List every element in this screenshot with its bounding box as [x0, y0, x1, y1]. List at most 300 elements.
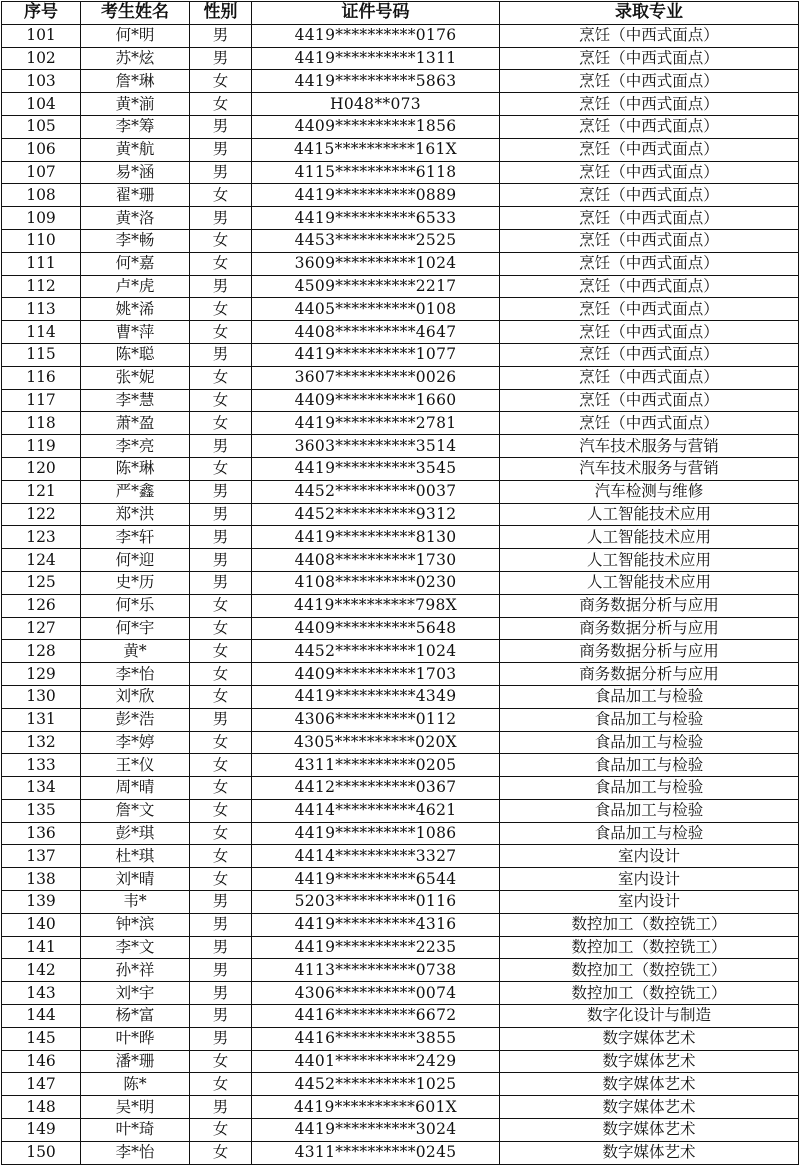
- admitted-major-cell: 数字媒体艺术: [500, 1119, 799, 1142]
- id-number-cell: 4409**********5648: [252, 617, 500, 640]
- gender-cell: 女: [190, 389, 252, 412]
- candidate-name-cell: 易*涵: [81, 161, 190, 184]
- gender-cell: 男: [190, 549, 252, 572]
- admitted-major-cell: 烹饪（中西式面点）: [500, 343, 799, 366]
- candidate-name-cell: 刘*晴: [81, 868, 190, 891]
- admitted-major-cell: 数字媒体艺术: [500, 1141, 799, 1164]
- gender-cell: 男: [190, 435, 252, 458]
- candidate-name-cell: 卢*虎: [81, 275, 190, 298]
- table-row: [2, 435, 799, 458]
- serial-number-cell: 107: [2, 161, 81, 184]
- gender-cell: 女: [190, 822, 252, 845]
- candidate-name-cell: 翟*珊: [81, 184, 190, 207]
- id-number-cell: 4306**********0112: [252, 708, 500, 731]
- table-row: [2, 754, 799, 777]
- table-row: [2, 366, 799, 389]
- gender-cell: 男: [190, 24, 252, 47]
- candidate-name-cell: 陈*琳: [81, 457, 190, 480]
- table-row: [2, 1119, 799, 1142]
- admitted-major-cell: 数字媒体艺术: [500, 1073, 799, 1096]
- candidate-name-cell: 何*乐: [81, 594, 190, 617]
- table-row: [2, 1141, 799, 1164]
- gender-cell: 女: [190, 1073, 252, 1096]
- table-row: [2, 731, 799, 754]
- admitted-major-cell: 烹饪（中西式面点）: [500, 70, 799, 93]
- candidate-name-cell: 潘*珊: [81, 1050, 190, 1073]
- id-number-cell: 4453**********2525: [252, 229, 500, 252]
- table-row: [2, 959, 799, 982]
- table-row: [2, 936, 799, 959]
- admitted-major-cell: 烹饪（中西式面点）: [500, 275, 799, 298]
- gender-cell: 女: [190, 321, 252, 344]
- admitted-major-cell: 烹饪（中西式面点）: [500, 184, 799, 207]
- table-row: [2, 777, 799, 800]
- admitted-major-cell: 人工智能技术应用: [500, 571, 799, 594]
- admitted-major-cell: 数控加工（数控铣工）: [500, 959, 799, 982]
- admitted-major-cell: 商务数据分析与应用: [500, 594, 799, 617]
- admitted-major-cell: 数控加工（数控铣工）: [500, 913, 799, 936]
- id-number-cell: 4419**********5863: [252, 70, 500, 93]
- candidate-name-cell: 苏*炫: [81, 47, 190, 70]
- id-number-cell: H048**073: [252, 93, 500, 116]
- table-row: [2, 138, 799, 161]
- table-row: [2, 617, 799, 640]
- gender-cell: 男: [190, 982, 252, 1005]
- serial-number-cell: 128: [2, 640, 81, 663]
- id-number-cell: 4108**********0230: [252, 571, 500, 594]
- gender-cell: 女: [190, 93, 252, 116]
- table-row: [2, 343, 799, 366]
- admitted-major-cell: 烹饪（中西式面点）: [500, 47, 799, 70]
- id-number-cell: 4419**********3545: [252, 457, 500, 480]
- table-row: [2, 161, 799, 184]
- candidate-name-cell: 李*怡: [81, 1141, 190, 1164]
- gender-cell: 男: [190, 913, 252, 936]
- admitted-major-cell: 食品加工与检验: [500, 777, 799, 800]
- id-number-cell: 4306**********0074: [252, 982, 500, 1005]
- gender-cell: 男: [190, 571, 252, 594]
- candidate-name-cell: 萧*盈: [81, 412, 190, 435]
- table-row: [2, 70, 799, 93]
- table-row: [2, 389, 799, 412]
- gender-cell: 女: [190, 366, 252, 389]
- table-row: [2, 298, 799, 321]
- serial-number-cell: 101: [2, 24, 81, 47]
- gender-cell: 男: [190, 1027, 252, 1050]
- candidate-name-cell: 刘*欣: [81, 685, 190, 708]
- gender-cell: 女: [190, 617, 252, 640]
- admitted-major-cell: 食品加工与检验: [500, 799, 799, 822]
- header-serial-number: 序号: [2, 2, 81, 25]
- table-row: [2, 275, 799, 298]
- candidate-name-cell: 李*婷: [81, 731, 190, 754]
- gender-cell: 女: [190, 799, 252, 822]
- admitted-major-cell: 人工智能技术应用: [500, 549, 799, 572]
- id-number-cell: 4419**********6533: [252, 207, 500, 230]
- table-row: [2, 1073, 799, 1096]
- candidate-name-cell: 李*轩: [81, 526, 190, 549]
- candidate-name-cell: 詹*琳: [81, 70, 190, 93]
- serial-number-cell: 135: [2, 799, 81, 822]
- id-number-cell: 4409**********1703: [252, 663, 500, 686]
- admitted-major-cell: 商务数据分析与应用: [500, 640, 799, 663]
- table-row: [2, 321, 799, 344]
- id-number-cell: 4414**********3327: [252, 845, 500, 868]
- table-row: [2, 47, 799, 70]
- table-row: [2, 913, 799, 936]
- candidate-name-cell: 杨*富: [81, 1005, 190, 1028]
- serial-number-cell: 112: [2, 275, 81, 298]
- admitted-major-cell: 人工智能技术应用: [500, 526, 799, 549]
- table-row: [2, 708, 799, 731]
- table-row: [2, 982, 799, 1005]
- table-row: [2, 207, 799, 230]
- gender-cell: 女: [190, 731, 252, 754]
- table-row: [2, 229, 799, 252]
- candidate-name-cell: 陈*聪: [81, 343, 190, 366]
- serial-number-cell: 148: [2, 1096, 81, 1119]
- gender-cell: 男: [190, 115, 252, 138]
- candidate-name-cell: 吴*明: [81, 1096, 190, 1119]
- serial-number-cell: 105: [2, 115, 81, 138]
- id-number-cell: 4419**********1077: [252, 343, 500, 366]
- serial-number-cell: 149: [2, 1119, 81, 1142]
- serial-number-cell: 121: [2, 480, 81, 503]
- serial-number-cell: 126: [2, 594, 81, 617]
- gender-cell: 男: [190, 526, 252, 549]
- admitted-major-cell: 室内设计: [500, 868, 799, 891]
- serial-number-cell: 103: [2, 70, 81, 93]
- candidate-name-cell: 刘*宇: [81, 982, 190, 1005]
- gender-cell: 女: [190, 457, 252, 480]
- id-number-cell: 3607**********0026: [252, 366, 500, 389]
- gender-cell: 男: [190, 161, 252, 184]
- id-number-cell: 4419**********0889: [252, 184, 500, 207]
- gender-cell: 男: [190, 275, 252, 298]
- candidate-name-cell: 曹*萍: [81, 321, 190, 344]
- id-number-cell: 4408**********1730: [252, 549, 500, 572]
- gender-cell: 男: [190, 138, 252, 161]
- candidate-name-cell: 李*怡: [81, 663, 190, 686]
- gender-cell: 男: [190, 1005, 252, 1028]
- id-number-cell: 4419**********1311: [252, 47, 500, 70]
- gender-cell: 女: [190, 1119, 252, 1142]
- admitted-major-cell: 商务数据分析与应用: [500, 617, 799, 640]
- serial-number-cell: 123: [2, 526, 81, 549]
- gender-cell: 男: [190, 47, 252, 70]
- gender-cell: 女: [190, 298, 252, 321]
- admitted-major-cell: 烹饪（中西式面点）: [500, 366, 799, 389]
- candidate-name-cell: 李*畅: [81, 229, 190, 252]
- admitted-major-cell: 室内设计: [500, 891, 799, 914]
- id-number-cell: 4452**********0037: [252, 480, 500, 503]
- candidate-name-cell: 韦*: [81, 891, 190, 914]
- table-row: [2, 594, 799, 617]
- candidate-name-cell: 李*慧: [81, 389, 190, 412]
- candidate-name-cell: 黄*: [81, 640, 190, 663]
- table-row: [2, 184, 799, 207]
- id-number-cell: 4419**********3024: [252, 1119, 500, 1142]
- gender-cell: 女: [190, 1050, 252, 1073]
- serial-number-cell: 137: [2, 845, 81, 868]
- id-number-cell: 4416**********3855: [252, 1027, 500, 1050]
- candidate-name-cell: 周*晴: [81, 777, 190, 800]
- candidate-name-cell: 王*仪: [81, 754, 190, 777]
- candidate-name-cell: 何*迎: [81, 549, 190, 572]
- gender-cell: 女: [190, 252, 252, 275]
- admitted-major-cell: 烹饪（中西式面点）: [500, 138, 799, 161]
- admitted-major-cell: 烹饪（中西式面点）: [500, 161, 799, 184]
- table-row: [2, 526, 799, 549]
- admitted-major-cell: 数字媒体艺术: [500, 1096, 799, 1119]
- gender-cell: 女: [190, 685, 252, 708]
- gender-cell: 男: [190, 480, 252, 503]
- candidate-name-cell: 詹*文: [81, 799, 190, 822]
- table-row: [2, 412, 799, 435]
- candidate-name-cell: 叶*琦: [81, 1119, 190, 1142]
- candidate-name-cell: 黄*洛: [81, 207, 190, 230]
- id-number-cell: 4419**********798X: [252, 594, 500, 617]
- serial-number-cell: 142: [2, 959, 81, 982]
- serial-number-cell: 110: [2, 229, 81, 252]
- admitted-major-cell: 汽车技术服务与营销: [500, 457, 799, 480]
- id-number-cell: 5203**********0116: [252, 891, 500, 914]
- header-row: [2, 2, 799, 25]
- admission-table: [1, 1, 799, 1165]
- id-number-cell: 4452**********9312: [252, 503, 500, 526]
- admitted-major-cell: 汽车检测与维修: [500, 480, 799, 503]
- table-body: [2, 24, 799, 1164]
- serial-number-cell: 122: [2, 503, 81, 526]
- serial-number-cell: 134: [2, 777, 81, 800]
- gender-cell: 女: [190, 845, 252, 868]
- serial-number-cell: 108: [2, 184, 81, 207]
- candidate-name-cell: 陈*: [81, 1073, 190, 1096]
- gender-cell: 女: [190, 1141, 252, 1164]
- table-row: [2, 571, 799, 594]
- table-row: [2, 822, 799, 845]
- serial-number-cell: 131: [2, 708, 81, 731]
- gender-cell: 男: [190, 959, 252, 982]
- table-row: [2, 868, 799, 891]
- serial-number-cell: 140: [2, 913, 81, 936]
- candidate-name-cell: 李*文: [81, 936, 190, 959]
- admitted-major-cell: 食品加工与检验: [500, 685, 799, 708]
- serial-number-cell: 143: [2, 982, 81, 1005]
- gender-cell: 男: [190, 503, 252, 526]
- id-number-cell: 4311**********0245: [252, 1141, 500, 1164]
- admitted-major-cell: 烹饪（中西式面点）: [500, 412, 799, 435]
- header-id-number: 证件号码: [252, 2, 500, 25]
- admitted-major-cell: 汽车技术服务与营销: [500, 435, 799, 458]
- serial-number-cell: 136: [2, 822, 81, 845]
- id-number-cell: 4415**********161X: [252, 138, 500, 161]
- header-candidate-name: 考生姓名: [81, 2, 190, 25]
- id-number-cell: 4419**********4316: [252, 913, 500, 936]
- admitted-major-cell: 数控加工（数控铣工）: [500, 982, 799, 1005]
- gender-cell: 男: [190, 936, 252, 959]
- admitted-major-cell: 数字媒体艺术: [500, 1027, 799, 1050]
- candidate-name-cell: 张*妮: [81, 366, 190, 389]
- gender-cell: 女: [190, 412, 252, 435]
- candidate-name-cell: 何*宇: [81, 617, 190, 640]
- table-row: [2, 891, 799, 914]
- table-row: [2, 115, 799, 138]
- admitted-major-cell: 烹饪（中西式面点）: [500, 229, 799, 252]
- id-number-cell: 3603**********3514: [252, 435, 500, 458]
- table-row: [2, 549, 799, 572]
- id-number-cell: 4409**********1660: [252, 389, 500, 412]
- serial-number-cell: 106: [2, 138, 81, 161]
- gender-cell: 女: [190, 594, 252, 617]
- serial-number-cell: 119: [2, 435, 81, 458]
- admitted-major-cell: 商务数据分析与应用: [500, 663, 799, 686]
- serial-number-cell: 115: [2, 343, 81, 366]
- gender-cell: 女: [190, 663, 252, 686]
- serial-number-cell: 146: [2, 1050, 81, 1073]
- table-row: [2, 457, 799, 480]
- admitted-major-cell: 室内设计: [500, 845, 799, 868]
- candidate-name-cell: 彭*琪: [81, 822, 190, 845]
- table-row: [2, 845, 799, 868]
- serial-number-cell: 141: [2, 936, 81, 959]
- table-row: [2, 93, 799, 116]
- serial-number-cell: 118: [2, 412, 81, 435]
- id-number-cell: 4419**********0176: [252, 24, 500, 47]
- header-admitted-major: 录取专业: [500, 2, 799, 25]
- candidate-name-cell: 杜*琪: [81, 845, 190, 868]
- admitted-major-cell: 烹饪（中西式面点）: [500, 298, 799, 321]
- candidate-name-cell: 李*亮: [81, 435, 190, 458]
- candidate-name-cell: 钟*滨: [81, 913, 190, 936]
- candidate-name-cell: 郑*洪: [81, 503, 190, 526]
- serial-number-cell: 150: [2, 1141, 81, 1164]
- serial-number-cell: 130: [2, 685, 81, 708]
- admitted-major-cell: 烹饪（中西式面点）: [500, 115, 799, 138]
- id-number-cell: 4311**********0205: [252, 754, 500, 777]
- candidate-name-cell: 史*历: [81, 571, 190, 594]
- gender-cell: 女: [190, 640, 252, 663]
- gender-cell: 男: [190, 343, 252, 366]
- gender-cell: 女: [190, 229, 252, 252]
- serial-number-cell: 139: [2, 891, 81, 914]
- admitted-major-cell: 食品加工与检验: [500, 822, 799, 845]
- id-number-cell: 4419**********2235: [252, 936, 500, 959]
- admitted-major-cell: 食品加工与检验: [500, 731, 799, 754]
- serial-number-cell: 144: [2, 1005, 81, 1028]
- id-number-cell: 4412**********0367: [252, 777, 500, 800]
- serial-number-cell: 133: [2, 754, 81, 777]
- gender-cell: 女: [190, 184, 252, 207]
- candidate-name-cell: 何*明: [81, 24, 190, 47]
- table-row: [2, 685, 799, 708]
- id-number-cell: 4408**********4647: [252, 321, 500, 344]
- admitted-major-cell: 烹饪（中西式面点）: [500, 93, 799, 116]
- gender-cell: 男: [190, 207, 252, 230]
- id-number-cell: 4305**********020X: [252, 731, 500, 754]
- admitted-major-cell: 数字媒体艺术: [500, 1050, 799, 1073]
- admitted-major-cell: 烹饪（中西式面点）: [500, 252, 799, 275]
- admitted-major-cell: 食品加工与检验: [500, 708, 799, 731]
- table-row: [2, 1027, 799, 1050]
- id-number-cell: 4419**********6544: [252, 868, 500, 891]
- serial-number-cell: 114: [2, 321, 81, 344]
- serial-number-cell: 124: [2, 549, 81, 572]
- id-number-cell: 4419**********8130: [252, 526, 500, 549]
- table-row: [2, 503, 799, 526]
- id-number-cell: 4509**********2217: [252, 275, 500, 298]
- table-row: [2, 24, 799, 47]
- id-number-cell: 4405**********0108: [252, 298, 500, 321]
- id-number-cell: 4419**********2781: [252, 412, 500, 435]
- serial-number-cell: 117: [2, 389, 81, 412]
- admitted-major-cell: 烹饪（中西式面点）: [500, 389, 799, 412]
- table-row: [2, 480, 799, 503]
- id-number-cell: 4419**********4349: [252, 685, 500, 708]
- serial-number-cell: 104: [2, 93, 81, 116]
- table-row: [2, 640, 799, 663]
- table-row: [2, 799, 799, 822]
- serial-number-cell: 111: [2, 252, 81, 275]
- candidate-name-cell: 黄*湔: [81, 93, 190, 116]
- id-number-cell: 4401**********2429: [252, 1050, 500, 1073]
- serial-number-cell: 145: [2, 1027, 81, 1050]
- table-row: [2, 663, 799, 686]
- serial-number-cell: 102: [2, 47, 81, 70]
- id-number-cell: 3609**********1024: [252, 252, 500, 275]
- serial-number-cell: 127: [2, 617, 81, 640]
- gender-cell: 男: [190, 708, 252, 731]
- gender-cell: 男: [190, 1096, 252, 1119]
- id-number-cell: 4113**********0738: [252, 959, 500, 982]
- gender-cell: 女: [190, 868, 252, 891]
- admitted-major-cell: 烹饪（中西式面点）: [500, 24, 799, 47]
- id-number-cell: 4416**********6672: [252, 1005, 500, 1028]
- serial-number-cell: 109: [2, 207, 81, 230]
- candidate-name-cell: 彭*浩: [81, 708, 190, 731]
- table-row: [2, 1096, 799, 1119]
- admitted-major-cell: 人工智能技术应用: [500, 503, 799, 526]
- admitted-major-cell: 食品加工与检验: [500, 754, 799, 777]
- admitted-major-cell: 数字化设计与制造: [500, 1005, 799, 1028]
- id-number-cell: 4414**********4621: [252, 799, 500, 822]
- table-header: [2, 2, 799, 25]
- candidate-name-cell: 严*鑫: [81, 480, 190, 503]
- serial-number-cell: 125: [2, 571, 81, 594]
- admitted-major-cell: 数控加工（数控铣工）: [500, 936, 799, 959]
- admitted-major-cell: 烹饪（中西式面点）: [500, 207, 799, 230]
- serial-number-cell: 116: [2, 366, 81, 389]
- serial-number-cell: 138: [2, 868, 81, 891]
- id-number-cell: 4452**********1025: [252, 1073, 500, 1096]
- candidate-name-cell: 李*筹: [81, 115, 190, 138]
- serial-number-cell: 129: [2, 663, 81, 686]
- table-row: [2, 1050, 799, 1073]
- header-gender: 性别: [190, 2, 252, 25]
- id-number-cell: 4409**********1856: [252, 115, 500, 138]
- id-number-cell: 4452**********1024: [252, 640, 500, 663]
- serial-number-cell: 120: [2, 457, 81, 480]
- admitted-major-cell: 烹饪（中西式面点）: [500, 321, 799, 344]
- candidate-name-cell: 叶*晔: [81, 1027, 190, 1050]
- serial-number-cell: 147: [2, 1073, 81, 1096]
- table-row: [2, 1005, 799, 1028]
- candidate-name-cell: 孙*祥: [81, 959, 190, 982]
- gender-cell: 女: [190, 70, 252, 93]
- gender-cell: 女: [190, 777, 252, 800]
- serial-number-cell: 113: [2, 298, 81, 321]
- id-number-cell: 4115**********6118: [252, 161, 500, 184]
